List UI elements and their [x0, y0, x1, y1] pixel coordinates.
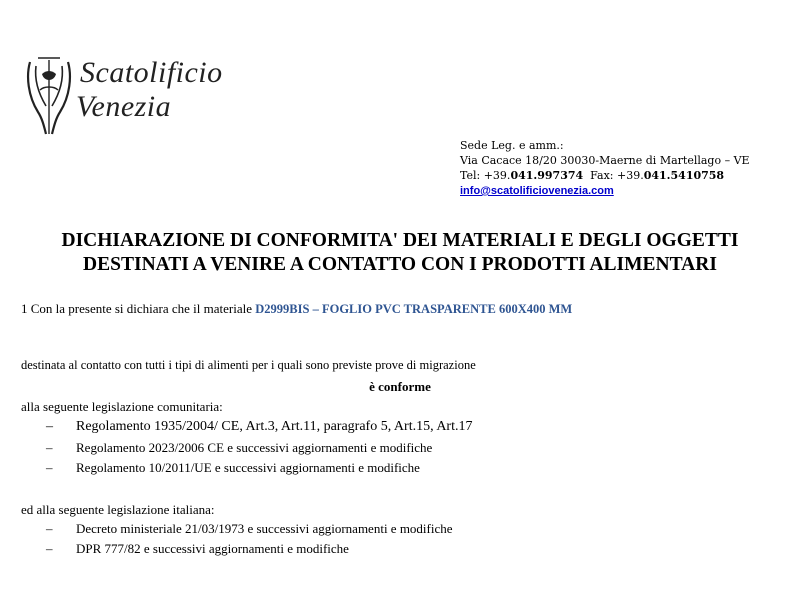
title-line-2: DESTINATI A VENIRE A CONTATTO CON I PRODOTTI ALIMENTARI	[83, 254, 717, 275]
logo-line-2: Venezia	[76, 90, 172, 123]
eu-item-text: Regolamento 1935/2004/ CE, Art.3, Art.11, paragrafo 5, Art.15, Art.17	[76, 419, 473, 434]
dash-bullet: –	[46, 440, 53, 455]
eu-item-text: Regolamento 10/2011/UE e successivi aggiornamenti e modifiche	[76, 460, 420, 475]
eu-item	[46, 419, 472, 435]
tel-label: Tel: +39.	[460, 169, 511, 182]
it-item	[46, 521, 453, 537]
intro-text: 1 Con la presente si dichiara che il materiale	[21, 301, 253, 316]
it-item-text: DPR 777/82 e successivi aggiornamenti e modifiche	[76, 541, 349, 556]
eu-item-text: Regolamento 2023/2006 CE e successivi aggiornamenti e modifiche	[76, 440, 433, 455]
intro-paragraph	[21, 301, 572, 317]
eu-item	[46, 460, 420, 476]
fax-label: Fax: +39.	[590, 169, 644, 182]
company-logo	[24, 56, 284, 136]
email-link[interactable]: info@scatolificiovenezia.com	[460, 185, 614, 197]
eu-heading: alla seguente legislazione comunitaria:	[21, 399, 223, 414]
dash-bullet: –	[46, 419, 53, 434]
product-name: D2999BIS – FOGLIO PVC TRASPARENTE 600X400 MM	[255, 302, 573, 316]
document-title	[0, 229, 800, 277]
logo-emblem-icon	[24, 56, 76, 136]
title-line-1: DICHIARAZIONE DI CONFORMITA' DEI MATERIALI E DEGLI OGGETTI	[61, 230, 739, 251]
address-block	[460, 138, 750, 199]
conforme-label: è conforme	[369, 379, 431, 394]
contact-text: destinata al contatto con tutti i tipi di alimenti per i quali sono previste prove di migrazione	[21, 358, 476, 372]
address-line-2: Via Cacace 18/20 30030-Maerne di Martellago – VE	[460, 154, 750, 167]
tel-number: 041.997374	[510, 169, 584, 182]
logo-line-1: Scatolificio	[80, 56, 223, 89]
dash-bullet: –	[46, 460, 53, 475]
dash-bullet: –	[46, 521, 53, 536]
it-heading: ed alla seguente legislazione italiana:	[21, 502, 215, 517]
fax-number: 041.5410758	[643, 169, 725, 182]
eu-item	[46, 440, 432, 456]
it-item-text: Decreto ministeriale 21/03/1973 e successivi aggiornamenti e modifiche	[76, 521, 453, 536]
address-line-1: Sede Leg. e amm.:	[460, 139, 564, 152]
dash-bullet: –	[46, 541, 53, 556]
phone-fax-line	[460, 168, 750, 183]
it-item	[46, 541, 349, 557]
